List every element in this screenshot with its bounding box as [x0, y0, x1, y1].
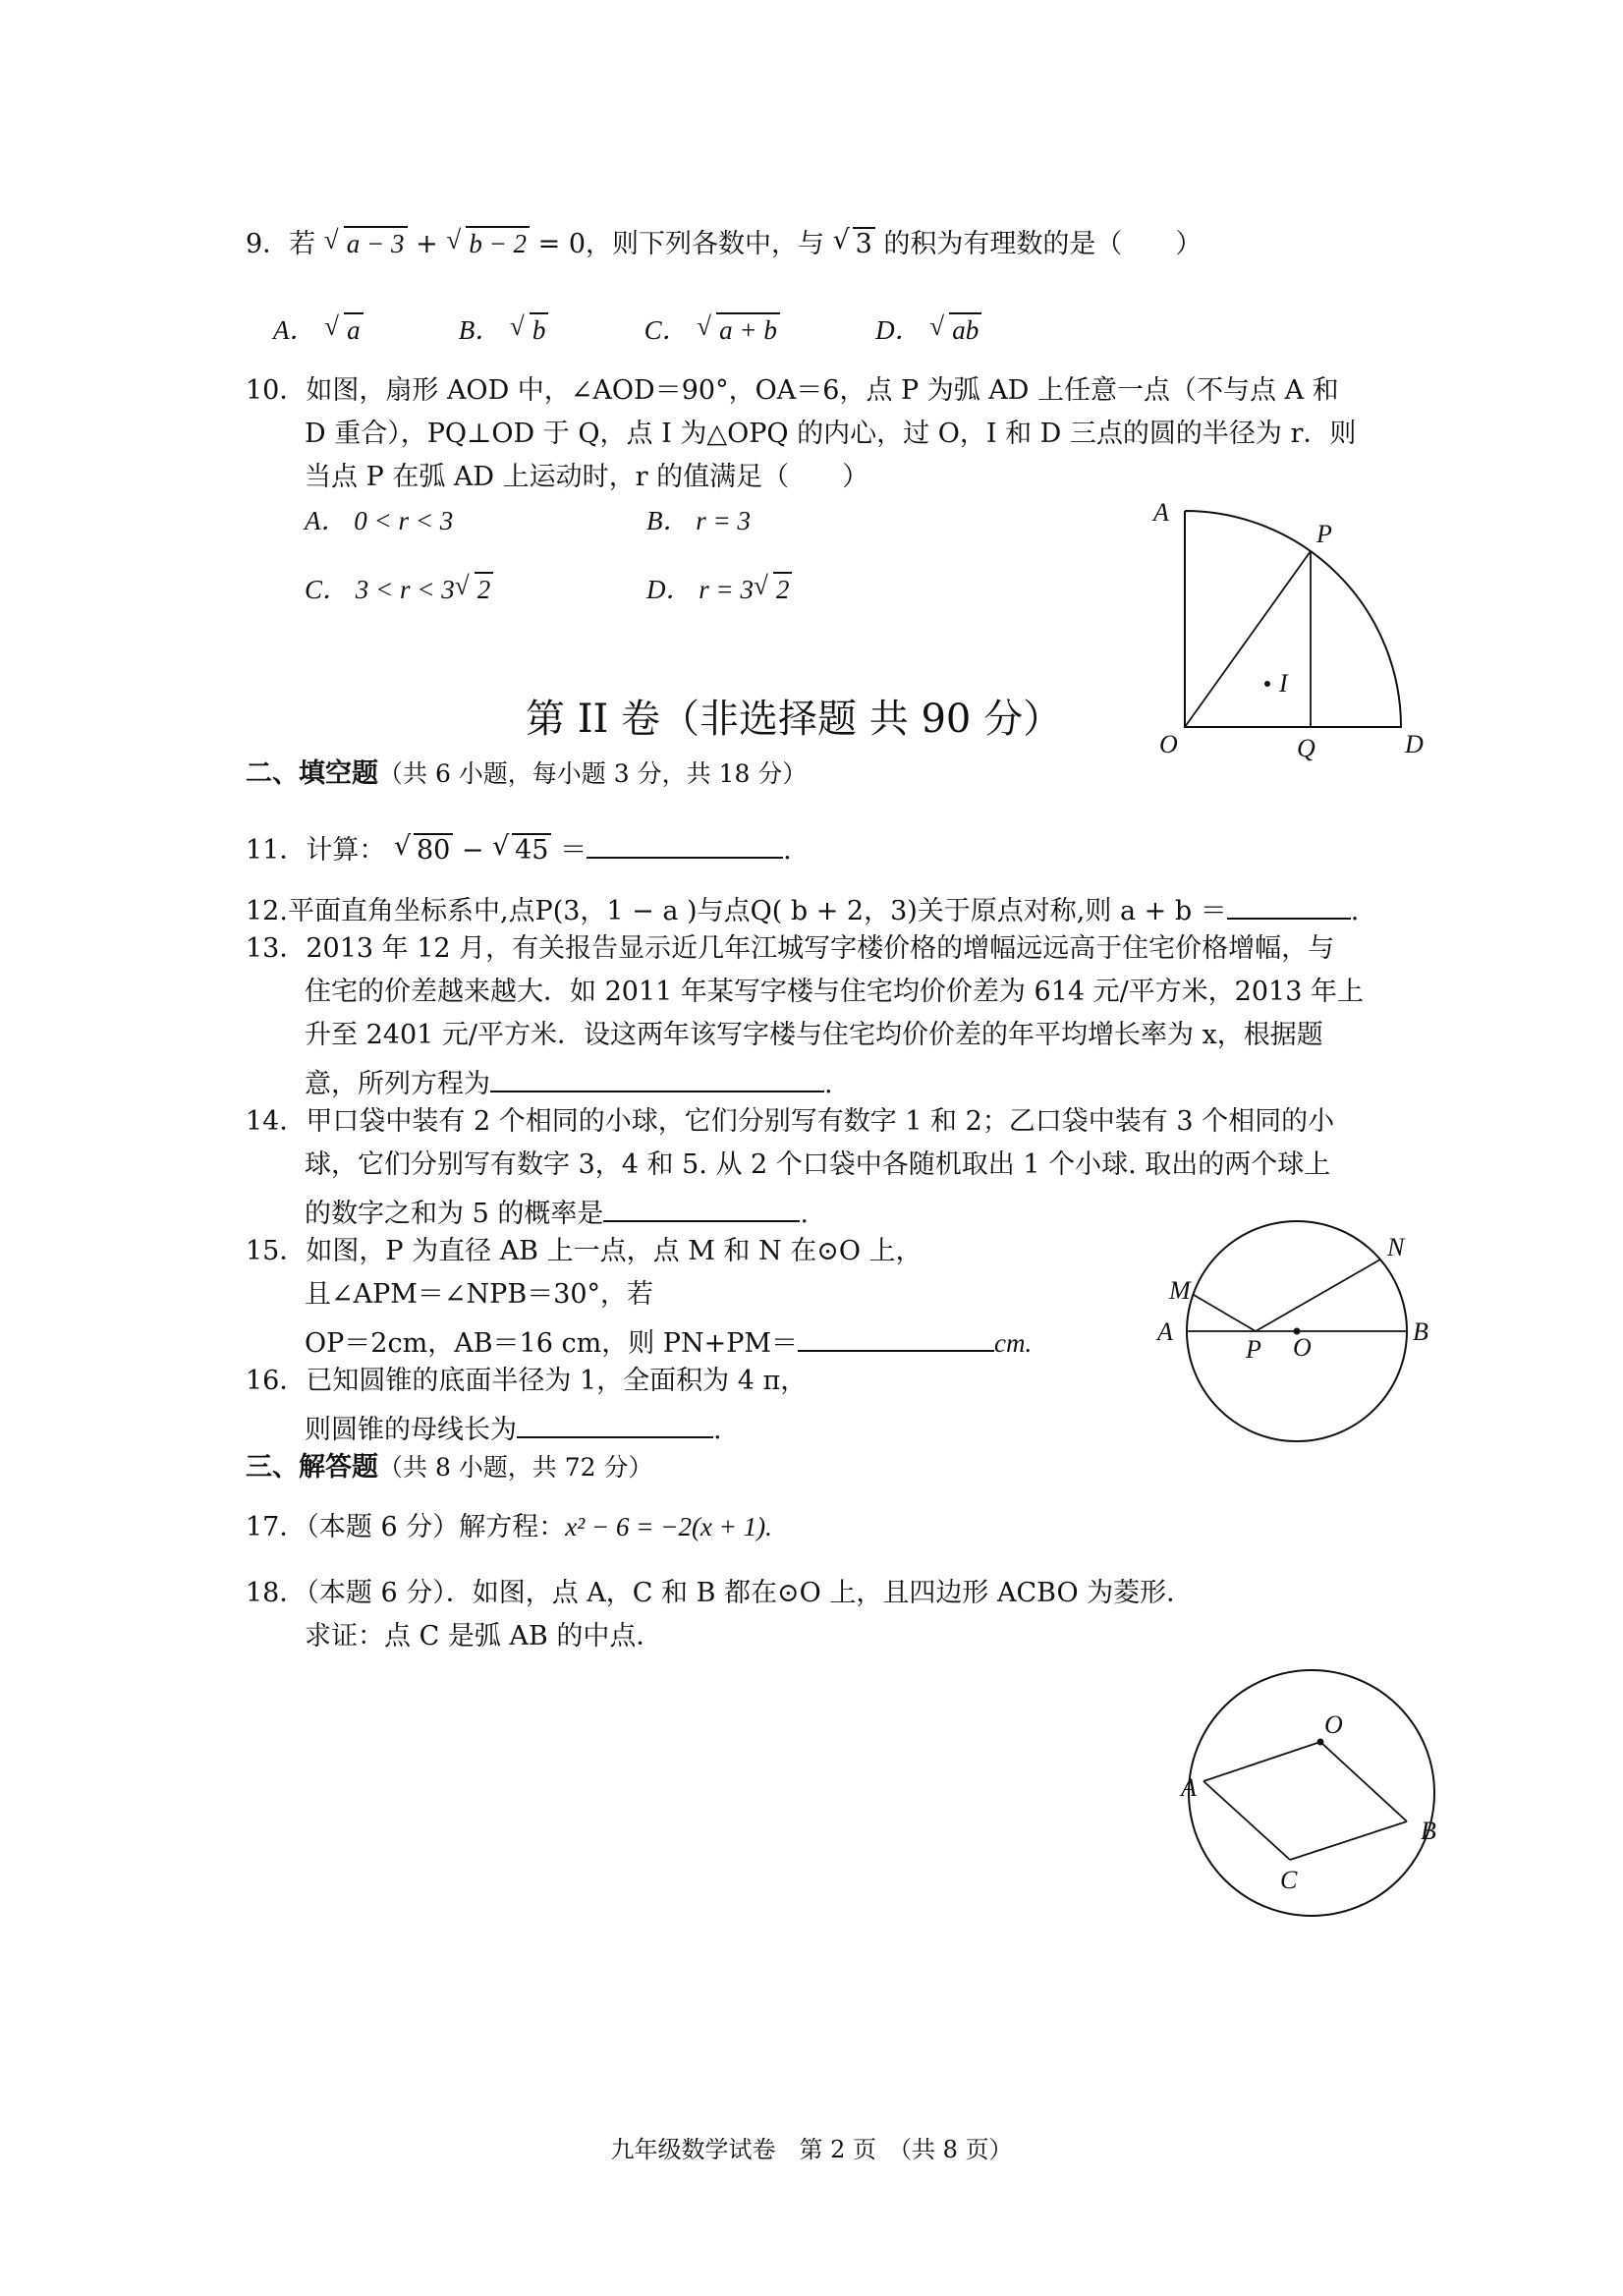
q15-line-1: 15．如图，P 为直径 AB 上一点，点 M 和 N 在⊙O 上， — [246, 1236, 923, 1266]
q9-radical-1: √ a − 3 — [344, 226, 408, 259]
q9-option-d: √ ab — [949, 312, 981, 346]
label-m: M — [1169, 1276, 1191, 1305]
q15-line-3: OP＝2cm，AB＝16 cm，则 PN+PM＝ cm. — [305, 1322, 1032, 1360]
label-o: O — [1324, 1710, 1343, 1739]
segment-ac — [1203, 1781, 1290, 1860]
q16-line-2: 则圆锥的母线长为 . — [305, 1409, 722, 1446]
q16-line-1: 16．已知圆锥的底面半径为 1，全面积为 4 π， — [246, 1366, 808, 1396]
q15-circle-figure — [1130, 1199, 1444, 1454]
label-b: B — [1413, 1317, 1428, 1346]
q18-rhombus-figure — [1169, 1670, 1464, 1926]
q10-line-1: 10．如图，扇形 AOD 中，∠AOD＝90°，OA＝6，点 P 为弧 AD 上任意一点（不与点 A 和 — [246, 375, 1339, 406]
label-n: N — [1387, 1233, 1405, 1261]
label-p: P — [1316, 520, 1332, 548]
segment-op — [1185, 551, 1311, 727]
label-o: O — [1159, 730, 1178, 758]
segment-oa — [1203, 1742, 1320, 1781]
label-q: Q — [1297, 734, 1315, 762]
q15-line-2: 且∠APM＝∠NPB＝30°，若 — [305, 1279, 654, 1310]
segment-pn — [1256, 1260, 1380, 1331]
q9-stem: 9．若 √ a − 3 + √ b − 2 = 0，则下列各数中，与 √ 3 的积为有理数的是（ ） — [246, 226, 1202, 260]
circle-o — [1189, 1670, 1434, 1916]
q13-line-3: 升至 2401 元/平方米．设这两年该写字楼与住宅均价价差的年平均增长率为 x，根据题 — [305, 1020, 1323, 1050]
q16-answer-blank[interactable] — [517, 1409, 713, 1438]
segment-cb — [1290, 1821, 1407, 1860]
label-a: A — [1157, 1317, 1173, 1346]
label-b: B — [1421, 1817, 1436, 1845]
q10-line-2: D 重合），PQ⊥OD 于 Q，点 I 为△OPQ 的内心，过 O，I 和 D 三点的圆的半径为 r．则 — [305, 419, 1357, 449]
q14-line-1: 14．甲口袋中装有 2 个相同的小球，它们分别写有数字 1 和 2；乙口袋中装有 3 个相同的小 — [246, 1106, 1335, 1137]
label-c: C — [1280, 1866, 1298, 1894]
q13-answer-blank[interactable] — [490, 1063, 824, 1092]
q9-options: A． √ a B． √ b C． √ a + b D． √ ab — [273, 312, 981, 347]
q14-line-2: 球，它们分别写有数字 3，4 和 5. 从 2 个口袋中各随机取出 1 个小球. 取出的两个球上 — [305, 1149, 1331, 1180]
q9-option-b: √ b — [530, 312, 549, 346]
q11: 11．计算： √ 80 − √ 45 ＝ . — [246, 829, 792, 867]
point-o — [1317, 1739, 1324, 1746]
q10-sector-figure — [1140, 491, 1434, 766]
q9-radical-3: √ 3 — [853, 227, 875, 260]
q17: 17．（本题 6 分）解方程：x² − 6 = −2(x + 1). — [246, 1512, 772, 1542]
q13-line-1: 13．2013 年 12 月，有关报告显示近几年江城写字楼价格的增幅远远高于住宅价格增幅，与 — [246, 933, 1335, 964]
point-i — [1264, 681, 1270, 687]
q9-radical-2: √ b − 2 — [466, 226, 530, 259]
segment-ob — [1320, 1742, 1407, 1821]
q18-line-1: 18．（本题 6 分）．如图，点 A，C 和 B 都在⊙O 上，且四边形 ACBO 为菱形． — [246, 1578, 1194, 1608]
section2-heading: 二、填空题（共 6 小题，每小题 3 分，共 18 分） — [246, 758, 808, 789]
q14-line-3: 的数字之和为 5 的概率是 . — [305, 1193, 809, 1230]
q10-option-a: A． 0 < r < 3 — [305, 506, 454, 535]
q9-option-c: √ a + b — [716, 312, 780, 346]
section3-heading: 三、解答题（共 8 小题，共 72 分） — [246, 1452, 653, 1483]
label-o: O — [1293, 1333, 1312, 1362]
q14-answer-blank[interactable] — [603, 1193, 800, 1222]
q12: 12.平面直角坐标系中,点P(3，1 − a )与点Q( b + 2，3)关于原点对称,则 a + b ＝ . — [246, 890, 1359, 927]
q10-line-3: 当点 P 在弧 AD 上运动时，r 的值满足（ ） — [305, 462, 869, 492]
q12-answer-blank[interactable] — [1227, 890, 1351, 920]
page-footer: 九年级数学试卷 第 2 页 （共 8 页） — [610, 2136, 1013, 2163]
label-p: P — [1246, 1335, 1261, 1364]
q10-option-c: C． 3 < r < 3√ 2 — [305, 572, 493, 605]
q15-answer-blank[interactable] — [798, 1322, 994, 1352]
label-a: A — [1153, 498, 1169, 527]
label-d: D — [1405, 730, 1424, 758]
q18-line-2: 求证：点 C 是弧 AB 的中点． — [305, 1621, 663, 1652]
segment-pm — [1194, 1295, 1256, 1331]
label-i: I — [1279, 669, 1288, 698]
q13-line-2: 住宅的价差越来越大．如 2011 年某写字楼与住宅均价价差为 614 元/平方米，2013 年上 — [305, 977, 1364, 1007]
sector-outline — [1185, 511, 1401, 727]
q11-answer-blank[interactable] — [587, 829, 783, 859]
part2-title: 第 II 卷（非选择题 共 90 分） — [526, 697, 1063, 742]
q13-line-4: 意，所列方程为 . — [305, 1063, 833, 1100]
q10-option-d: D． r = 3√ 2 — [646, 572, 792, 605]
q9-option-a: √ a — [344, 312, 364, 346]
label-a: A — [1181, 1773, 1197, 1802]
q10-option-b: B． r = 3 — [646, 506, 751, 535]
